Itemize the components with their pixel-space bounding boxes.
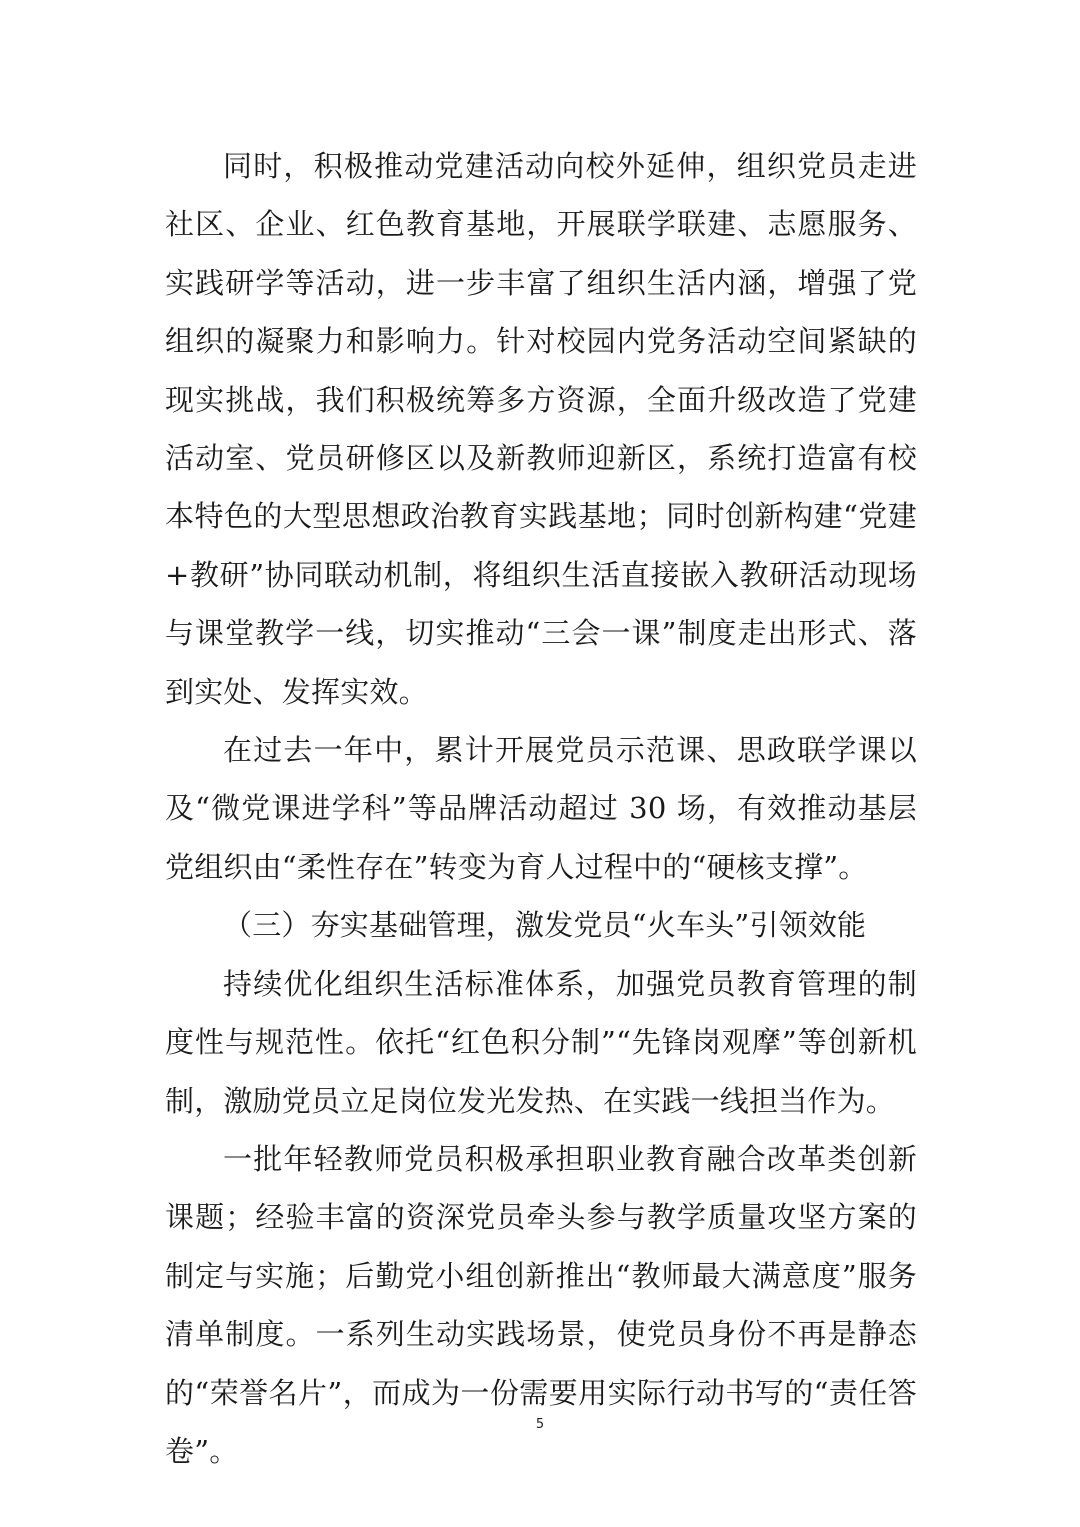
section-heading: （三）夯实基础管理，激发党员“火车头”引领效能: [223, 908, 867, 943]
paragraph-young-teachers: 一批年轻教师党员积极承担职业教育融合改革类创新课题；经验丰富的资深党员牵头参与教学质量攻坚方案的制定与实施；后勤党小组创新推出“教师最大满意度”服务清单制度。一系列生动实践场景，使党员身份不再是静态的“荣誉名片”，而成为一份需要用实际行动书写的“责任答卷”。: [165, 1141, 917, 1468]
page-number: 5: [535, 1417, 545, 1432]
document-body: [165, 137, 917, 1480]
paragraph-outreach: 同时，积极推动党建活动向校外延伸，组织党员走进社区、企业、红色教育基地，开展联学联建、志愿服务、实践研学等活动，进一步丰富了组织生活内涵，增强了党组织的凝聚力和影响力。针对校园内党务活动空间紧缺的现实挑战，我们积极统筹多方资源，全面升级改造了党建活动室、党员研修区以及新教师迎新区，系统打造富有校本特色的大型思想政治教育实践基地；同时创新构建“党建+教研”协同联动机制，将组织生活直接嵌入教研活动现场与课堂教学一线，切实推动“三会一课”制度走出形式、落到实处、发挥实效。: [165, 149, 917, 709]
paragraph-standard-system: 持续优化组织生活标准体系，加强党员教育管理的制度性与规范性。依托“红色积分制”“先锋岗观摩”等创新机制，激励党员立足岗位发光发热、在实践一线担当作为。: [165, 966, 917, 1118]
paragraph-past-year: 在过去一年中，累计开展党员示范课、思政联学课以及“微党课进学科”等品牌活动超过 30 场，有效推动基层党组织由“柔性存在”转变为育人过程中的“硬核支撑”。: [165, 733, 917, 884]
